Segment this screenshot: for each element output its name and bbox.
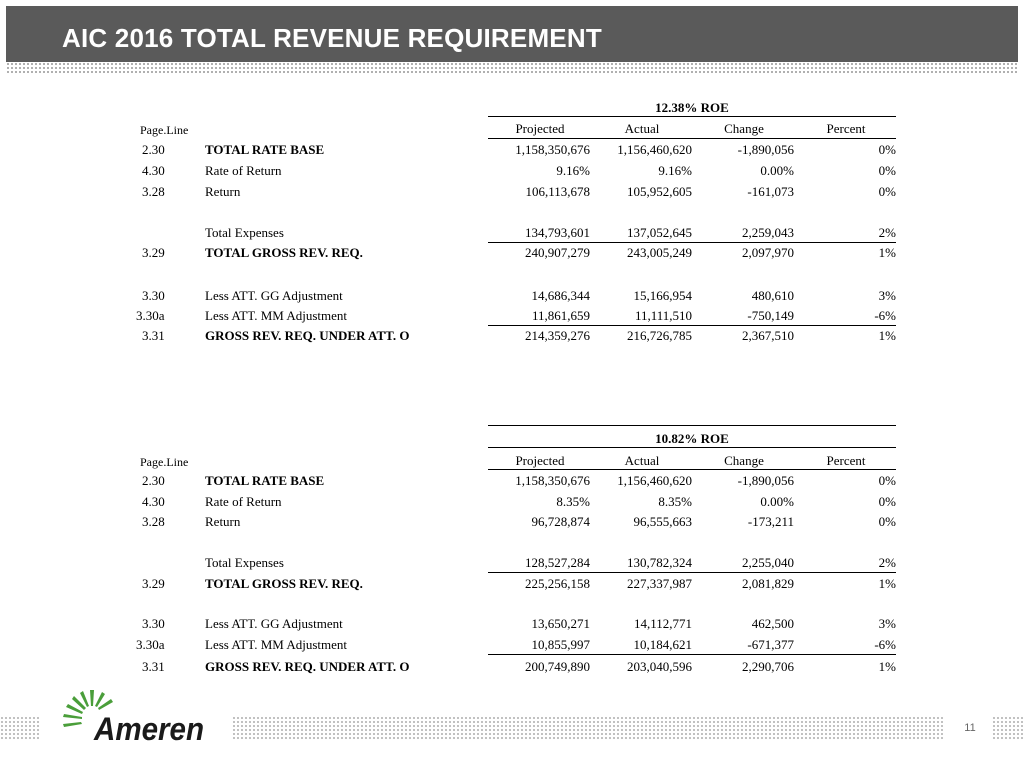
row-projected: 14,686,344 xyxy=(531,288,590,303)
row-actual: 216,726,785 xyxy=(627,328,692,343)
col-actual: Actual xyxy=(624,121,660,136)
row-projected: 96,728,874 xyxy=(531,514,590,529)
row-label: Less ATT. MM Adjustment xyxy=(205,308,348,323)
row-actual: 105,952,605 xyxy=(627,184,692,199)
row-label: Return xyxy=(205,184,241,199)
row-actual: 243,005,249 xyxy=(627,245,692,260)
row-projected: 106,113,678 xyxy=(525,184,590,199)
row-change: 2,081,829 xyxy=(742,576,794,591)
col-page-line: Page.Line xyxy=(140,123,189,137)
row-percent: 2% xyxy=(878,555,896,570)
row-actual: 227,337,987 xyxy=(627,576,692,591)
top-rule xyxy=(488,425,896,426)
row-projected: 200,749,890 xyxy=(525,659,590,674)
row-line: 2.30 xyxy=(142,473,165,488)
row-label: Total Expenses xyxy=(205,225,284,240)
subtotal-rule xyxy=(488,572,896,573)
row-percent: 0% xyxy=(878,184,896,199)
row-percent: -6% xyxy=(874,637,896,652)
row-line: 3.29 xyxy=(142,245,165,260)
row-percent: 0% xyxy=(878,142,896,157)
row-actual: 15,166,954 xyxy=(633,288,692,303)
footer-dot-band-right xyxy=(232,716,944,740)
title-bar xyxy=(6,6,1018,62)
row-actual: 203,040,596 xyxy=(627,659,692,674)
col-actual: Actual xyxy=(624,453,660,468)
page-number: 11 xyxy=(964,722,976,734)
row-projected: 214,359,276 xyxy=(525,328,590,343)
col-percent: Percent xyxy=(826,453,866,468)
page-title: AIC 2016 TOTAL REVENUE REQUIREMENT xyxy=(62,23,602,53)
col-page-line: Page.Line xyxy=(140,455,189,469)
row-line: 3.30 xyxy=(142,288,165,303)
row-label: Rate of Return xyxy=(205,494,282,509)
row-percent: -6% xyxy=(874,308,896,323)
row-projected: 128,527,284 xyxy=(525,555,590,570)
row-label: Total Expenses xyxy=(205,555,284,570)
row-actual: 11,111,510 xyxy=(634,308,692,323)
row-change: 2,367,510 xyxy=(742,328,794,343)
subtotal-rule xyxy=(488,325,896,326)
row-actual: 8.35% xyxy=(658,494,692,509)
subtotal-rule xyxy=(488,242,896,243)
row-percent: 1% xyxy=(878,576,896,591)
row-change: 462,500 xyxy=(751,616,794,631)
row-projected: 13,650,271 xyxy=(531,616,590,631)
row-line: 3.28 xyxy=(142,514,165,529)
row-label: TOTAL GROSS REV. REQ. xyxy=(205,245,363,260)
row-projected: 134,793,601 xyxy=(525,225,590,240)
col-change: Change xyxy=(724,121,764,136)
row-line: 3.30 xyxy=(142,616,165,631)
row-percent: 1% xyxy=(878,659,896,674)
row-percent: 0% xyxy=(878,514,896,529)
row-actual: 14,112,771 xyxy=(633,616,692,631)
row-line: 2.30 xyxy=(142,142,165,157)
column-rule xyxy=(488,138,896,139)
row-projected: 9.16% xyxy=(556,163,590,178)
row-label: Less ATT. MM Adjustment xyxy=(205,637,348,652)
row-label: Rate of Return xyxy=(205,163,282,178)
row-actual: 137,052,645 xyxy=(627,225,692,240)
row-line: 3.31 xyxy=(142,328,165,343)
row-percent: 1% xyxy=(878,328,896,343)
row-actual: 1,156,460,620 xyxy=(617,473,692,488)
row-projected: 8.35% xyxy=(556,494,590,509)
row-label: TOTAL GROSS REV. REQ. xyxy=(205,576,363,591)
row-percent: 0% xyxy=(878,473,896,488)
row-label: TOTAL RATE BASE xyxy=(205,473,325,488)
row-percent: 1% xyxy=(878,245,896,260)
col-projected: Projected xyxy=(515,121,565,136)
roe-heading: 12.38% ROE xyxy=(655,100,729,115)
row-change: 2,290,706 xyxy=(742,659,794,674)
row-percent: 0% xyxy=(878,163,896,178)
logo-text: Ameren xyxy=(93,711,204,747)
roe-heading: 10.82% ROE xyxy=(655,431,729,446)
subtotal-rule xyxy=(488,654,896,655)
footer-dot-band-edge xyxy=(992,716,1024,740)
row-line: 4.30 xyxy=(142,494,165,509)
row-label: TOTAL RATE BASE xyxy=(205,142,325,157)
row-change: -671,377 xyxy=(747,637,794,652)
row-percent: 0% xyxy=(878,494,896,509)
col-change: Change xyxy=(724,453,764,468)
row-projected: 240,907,279 xyxy=(525,245,590,260)
header-rule xyxy=(488,116,896,117)
row-line: 3.28 xyxy=(142,184,165,199)
col-percent: Percent xyxy=(826,121,866,136)
header-rule xyxy=(488,447,896,448)
row-line: 3.30a xyxy=(136,637,165,652)
row-percent: 3% xyxy=(878,288,896,303)
row-label: Less ATT. GG Adjustment xyxy=(205,288,343,303)
row-label: Less ATT. GG Adjustment xyxy=(205,616,343,631)
row-change: 2,255,040 xyxy=(742,555,794,570)
row-change: 0.00% xyxy=(760,163,794,178)
row-change: 480,610 xyxy=(751,288,794,303)
row-line: 3.30a xyxy=(136,308,165,323)
row-percent: 3% xyxy=(878,616,896,631)
row-change: 0.00% xyxy=(760,494,794,509)
header-dot-strip xyxy=(6,62,1018,74)
row-label: GROSS REV. REQ. UNDER ATT. O xyxy=(205,328,410,343)
ameren-logo xyxy=(60,686,210,748)
row-actual: 130,782,324 xyxy=(627,555,692,570)
row-change: -1,890,056 xyxy=(737,473,794,488)
row-change: -750,149 xyxy=(747,308,794,323)
row-projected: 225,256,158 xyxy=(525,576,590,591)
row-line: 3.31 xyxy=(142,659,165,674)
row-change: 2,097,970 xyxy=(742,245,794,260)
row-change: -1,890,056 xyxy=(737,142,794,157)
row-line: 3.29 xyxy=(142,576,165,591)
row-projected: 1,158,350,676 xyxy=(515,473,590,488)
col-projected: Projected xyxy=(515,453,565,468)
row-actual: 10,184,621 xyxy=(633,637,692,652)
row-label: GROSS REV. REQ. UNDER ATT. O xyxy=(205,659,410,674)
row-label: Return xyxy=(205,514,241,529)
row-change: -173,211 xyxy=(747,514,794,529)
row-percent: 2% xyxy=(878,225,896,240)
row-change: 2,259,043 xyxy=(742,225,794,240)
row-change: -161,073 xyxy=(747,184,794,199)
row-actual: 9.16% xyxy=(658,163,692,178)
row-projected: 1,158,350,676 xyxy=(515,142,590,157)
row-actual: 96,555,663 xyxy=(633,514,692,529)
row-line: 4.30 xyxy=(142,163,165,178)
footer-dot-band-left xyxy=(0,716,40,740)
row-projected: 11,861,659 xyxy=(531,308,590,323)
row-actual: 1,156,460,620 xyxy=(617,142,692,157)
column-rule xyxy=(488,469,896,470)
row-projected: 10,855,997 xyxy=(531,637,590,652)
